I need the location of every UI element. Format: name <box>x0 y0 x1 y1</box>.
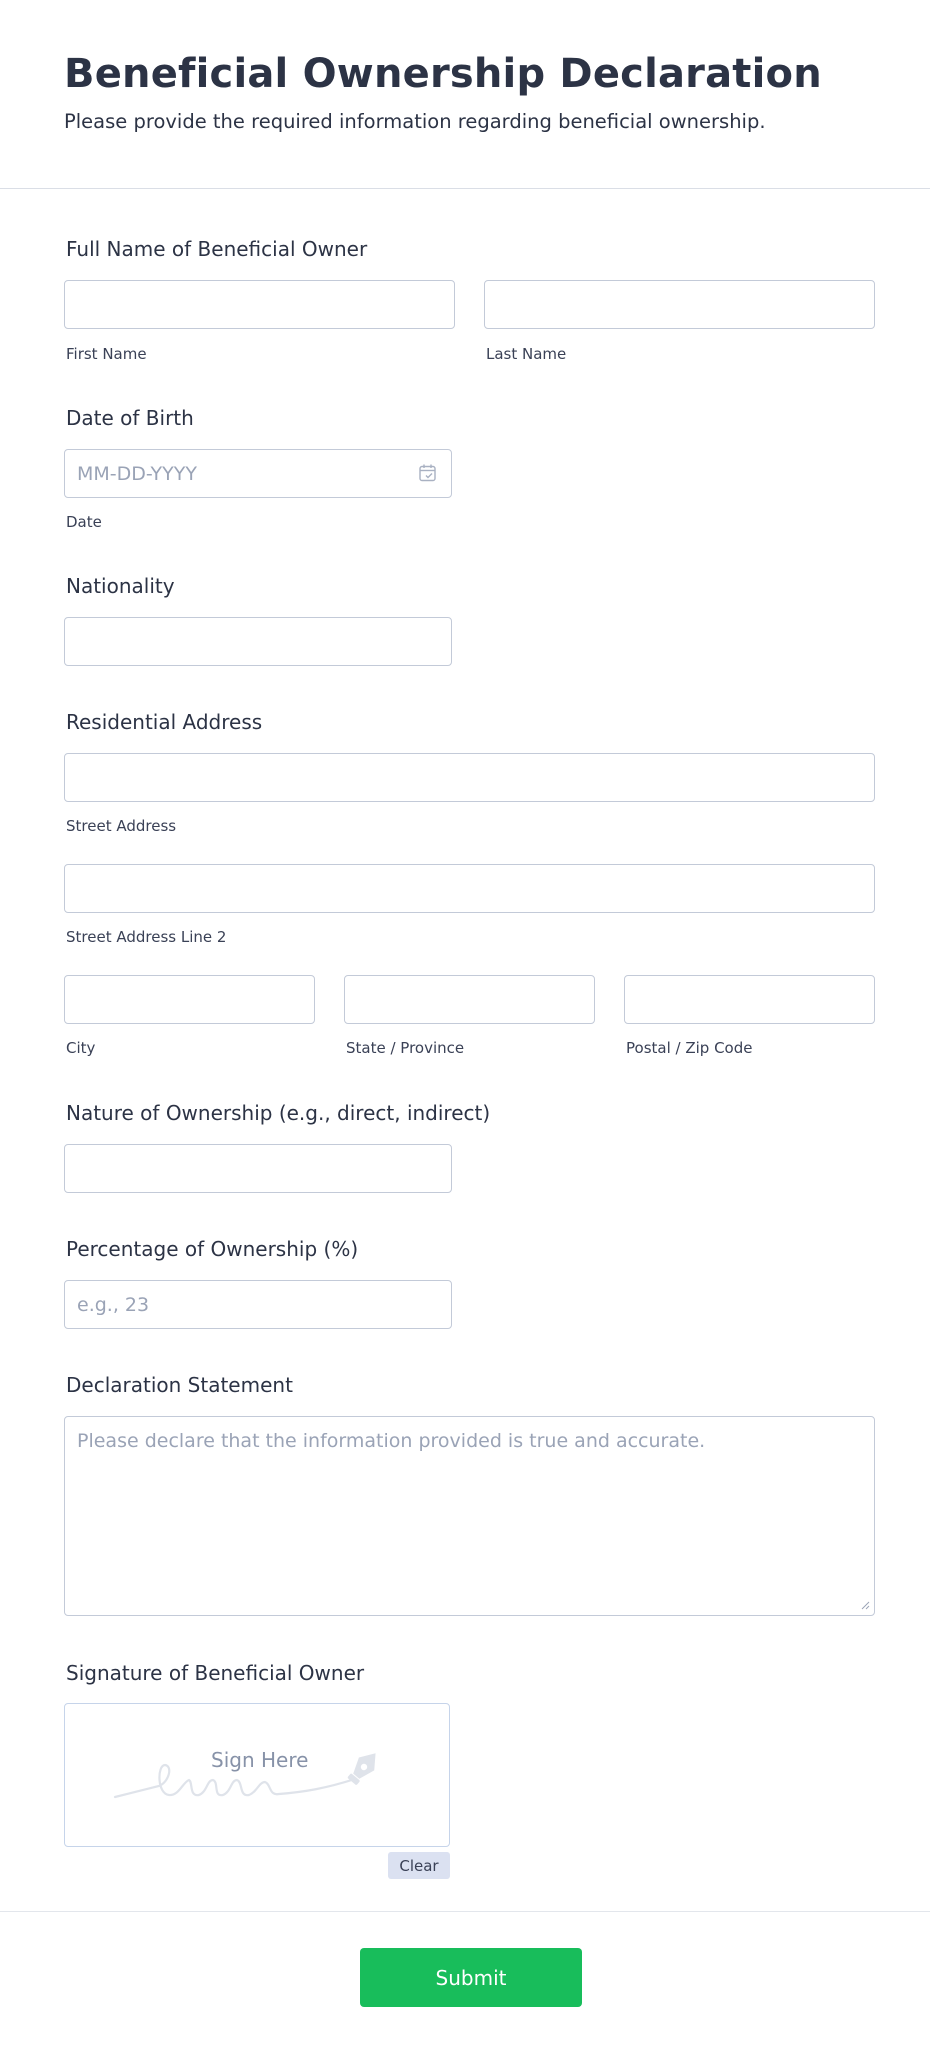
clear-signature-button[interactable]: Clear <box>388 1852 450 1879</box>
declaration-label: Declaration Statement <box>66 1373 293 1397</box>
nationality-label: Nationality <box>66 574 175 598</box>
percentage-label: Percentage of Ownership (%) <box>66 1237 359 1261</box>
dob-sublabel: Date <box>66 513 102 531</box>
submit-button[interactable]: Submit <box>360 1948 582 2007</box>
state-input[interactable] <box>344 975 595 1024</box>
signature-pad[interactable] <box>64 1703 450 1847</box>
state-sublabel: State / Province <box>346 1039 465 1057</box>
full-name-label: Full Name of Beneficial Owner <box>66 237 368 261</box>
resize-handle-icon[interactable] <box>860 1600 870 1610</box>
first-name-sublabel: First Name <box>66 345 147 363</box>
nationality-input[interactable] <box>64 617 452 666</box>
sign-here-text: Sign Here <box>211 1748 309 1772</box>
page-subtitle: Please provide the required information regarding beneficial ownership. <box>64 110 766 133</box>
dob-label: Date of Birth <box>66 406 194 430</box>
address-label: Residential Address <box>66 710 263 734</box>
signature-scribble-icon <box>65 1704 451 1848</box>
city-sublabel: City <box>66 1039 96 1057</box>
nature-label: Nature of Ownership (e.g., direct, indirect) <box>66 1101 491 1125</box>
signature-label: Signature of Beneficial Owner <box>66 1661 365 1685</box>
dob-input[interactable] <box>64 449 452 498</box>
city-input[interactable] <box>64 975 315 1024</box>
zip-sublabel: Postal / Zip Code <box>626 1039 753 1057</box>
declaration-textarea[interactable] <box>64 1416 875 1616</box>
street-address-input[interactable] <box>64 753 875 802</box>
calendar-icon[interactable] <box>418 463 438 483</box>
last-name-sublabel: Last Name <box>486 345 567 363</box>
first-name-input[interactable] <box>64 280 455 329</box>
last-name-input[interactable] <box>484 280 875 329</box>
footer-divider <box>0 1911 930 1912</box>
nature-input[interactable] <box>64 1144 452 1193</box>
street-address-sublabel: Street Address <box>66 817 177 835</box>
percentage-input[interactable] <box>64 1280 452 1329</box>
zip-input[interactable] <box>624 975 875 1024</box>
form-header <box>0 0 930 189</box>
page-title: Beneficial Ownership Declaration <box>64 51 822 97</box>
street-address-line2-input[interactable] <box>64 864 875 913</box>
street-address-line2-sublabel: Street Address Line 2 <box>66 928 227 946</box>
